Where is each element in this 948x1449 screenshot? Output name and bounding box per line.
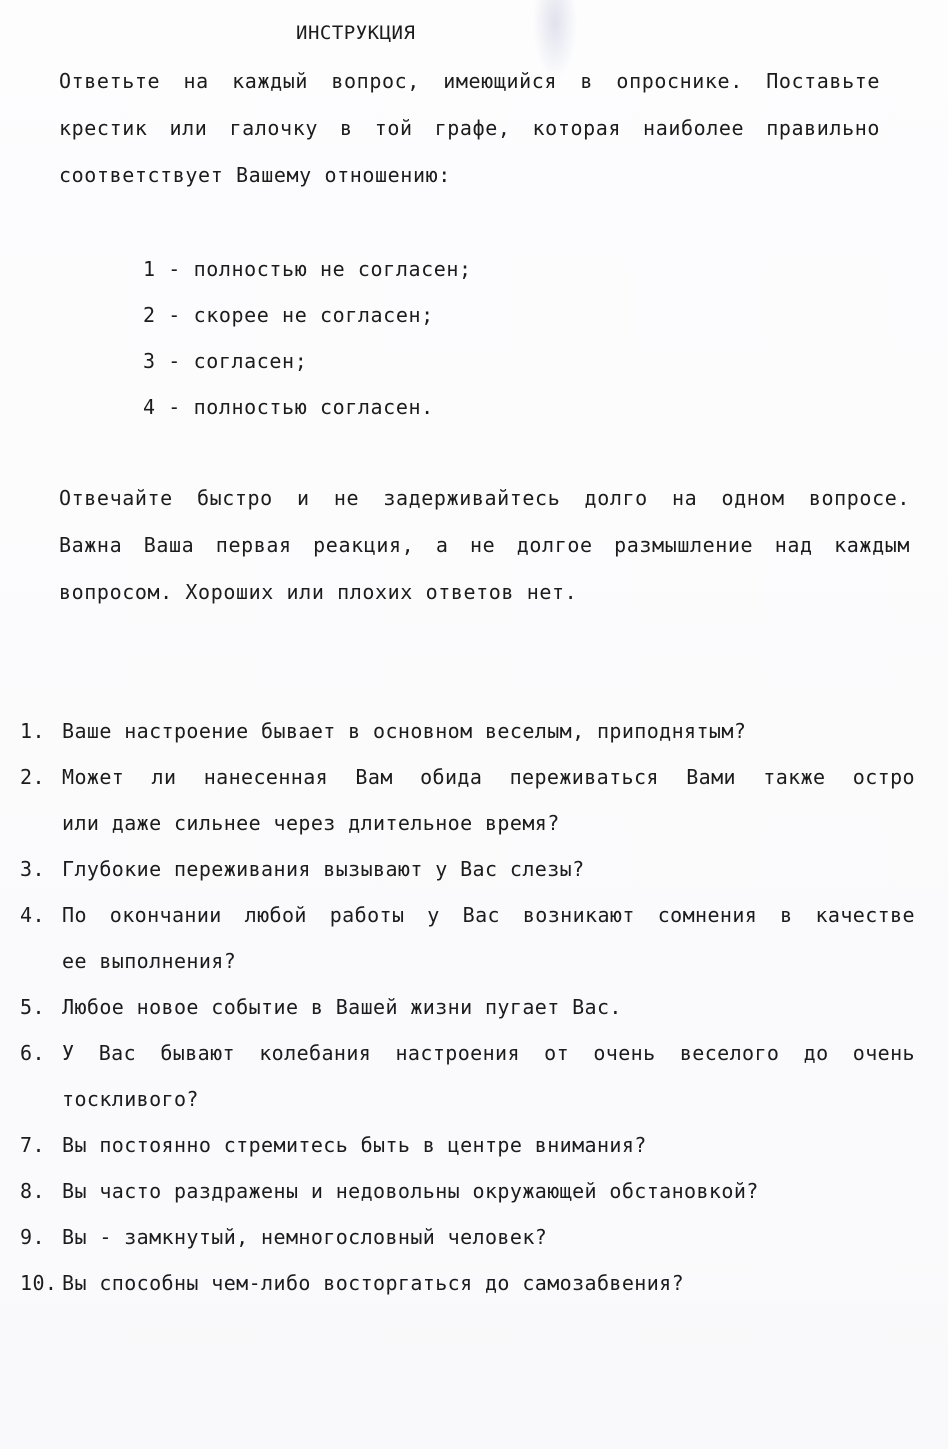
question-text [62,1260,915,1306]
question-number: 10. [20,1271,58,1295]
question-item [20,1168,915,1214]
question-text [62,846,915,892]
question-item [20,892,915,984]
question-number: 2. [20,765,45,789]
question-item [20,1122,915,1168]
instruction-line: соответствует Вашему отношению: [59,163,451,187]
question-line: Любое новое событие в Вашей жизни пугает Вас. [62,995,622,1019]
question-item [20,984,915,1030]
question-line: тоскливого? [62,1087,199,1111]
question-text [62,1168,915,1214]
answer-scale-item: 2 - скорее не согласен; [143,303,434,327]
instruction-line: крестик или галочку в той графе, которая наиболее правильно [59,116,880,140]
question-line: По окончании любой работы у Вас возникают сомнения в качестве [62,903,915,927]
question-number: 4. [20,903,45,927]
question-line: Вы часто раздражены и недовольны окружающей обстановкой? [62,1179,759,1203]
question-item [20,846,915,892]
instruction-paragraph [59,58,880,199]
question-number: 9. [20,1225,45,1249]
guidance-line: вопросом. Хороших или плохих ответов нет. [59,580,578,604]
question-line: Может ли нанесенная Вам обида переживаться Вами также остро [62,765,915,789]
guidance-line: Отвечайте быстро и не задерживайтесь долго на одном вопросе. [59,486,910,510]
guidance-line: Важна Ваша первая реакция, а не долгое размышление над каждым [59,533,910,557]
question-number: 8. [20,1179,45,1203]
answer-scale-item: 3 - согласен; [143,349,308,373]
question-text [62,708,915,754]
question-line: Вы - замкнутый, немногословный человек? [62,1225,548,1249]
question-text [62,1214,915,1260]
answer-scale-list [143,246,472,430]
question-number: 7. [20,1133,45,1157]
question-number: 3. [20,857,45,881]
question-line: Вы постоянно стремитесь быть в центре внимания? [62,1133,647,1157]
question-item [20,1030,915,1122]
question-line: Глубокие переживания вызывают у Вас слезы? [62,857,585,881]
questions-list [20,708,915,1306]
guidance-paragraph [59,475,910,616]
question-number: 5. [20,995,45,1019]
question-line: ее выполнения? [62,949,237,973]
question-line: У Вас бывают колебания настроения от очень веселого до очень [62,1041,915,1065]
question-item [20,754,915,846]
question-line: Вы способны чем-либо восторгаться до самозабвения? [62,1271,685,1295]
answer-scale-item: 1 - полностью не согласен; [143,257,472,281]
question-text [62,1122,915,1168]
question-number: 1. [20,719,45,743]
question-item [20,708,915,754]
question-number: 6. [20,1041,45,1065]
question-item [20,1214,915,1260]
answer-scale-item: 4 - полностью согласен. [143,395,434,419]
question-item [20,1260,915,1306]
question-text [62,1030,915,1122]
question-line: или даже сильнее через длительное время? [62,811,560,835]
question-line: Ваше настроение бывает в основном веселым, приподнятым? [62,719,747,743]
document-title: ИНСТРУКЦИЯ [296,22,416,44]
question-text [62,754,915,846]
question-text [62,892,915,984]
instruction-line: Ответьте на каждый вопрос, имеющийся в опроснике. Поставьте [59,69,880,93]
question-text [62,984,915,1030]
